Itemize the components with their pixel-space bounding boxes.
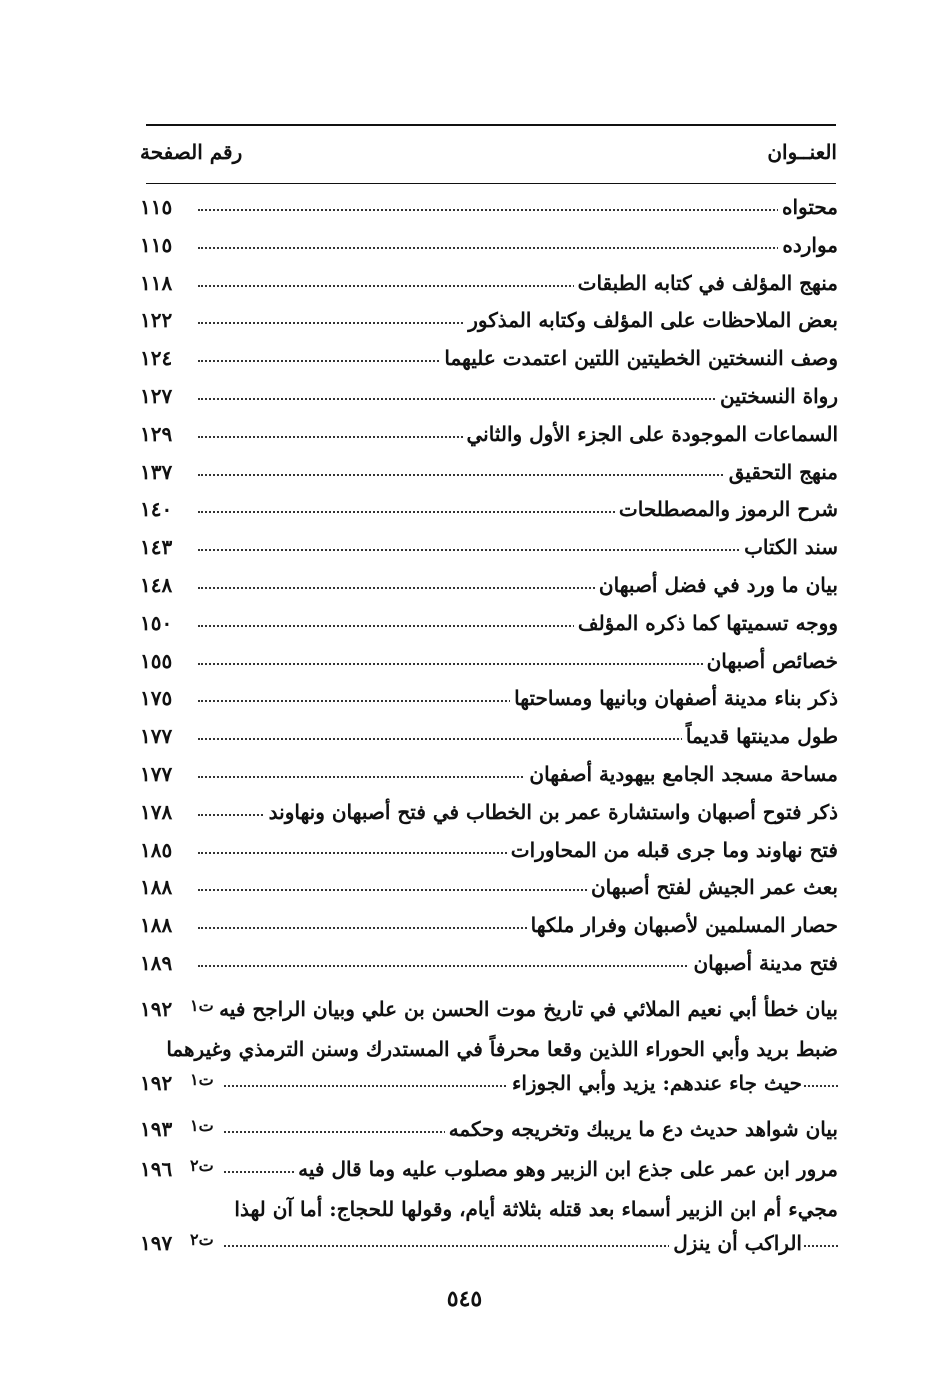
toc-entry-page: ١٧٥ (140, 686, 173, 711)
toc-entry (140, 343, 838, 377)
toc-entry-page: ١٧٧ (140, 724, 173, 749)
toc-entry-page: ١٩٧ (140, 1231, 173, 1255)
toc-entry (140, 532, 838, 566)
toc-entry-page: ١٩٢ (140, 997, 173, 1021)
toc-entry-title: سند الكتاب (740, 532, 838, 562)
toc-entry-title: بيان خطأ أبي نعيم الملائي في تاريخ موت الحسن بن علي وبيان الراجح فيه (215, 994, 838, 1024)
toc-entry (140, 759, 838, 793)
toc-entry (140, 872, 838, 906)
page-column-header: رقم الصفحة (140, 140, 243, 164)
toc-entry-page: ١١٥ (140, 195, 173, 219)
toc-entry-page: ١٨٨ (140, 875, 173, 900)
toc-entry-title: وصف النسختين الخطيتين اللتين اعتمدت عليهما (440, 343, 838, 373)
toc-entry-title: السماعات الموجودة على الجزء الأول والثاني (463, 419, 839, 449)
footnote-marker: ت١ (190, 996, 214, 1015)
toc-entry-page: ١٣٧ (140, 459, 173, 484)
toc-entry (140, 230, 838, 264)
toc-entry-title: ضبط بريد وأبي الحوراء اللذين وقعا محرفاً في المستدرك وسنن الترمذي وغيرهما (166, 1037, 838, 1061)
toc-entry (140, 381, 838, 415)
toc-entry (140, 305, 838, 339)
toc-entry-title: حصار المسلمين لأصبهان وفرار ملكها (527, 910, 838, 940)
toc-note-entry (140, 994, 838, 1028)
toc-entry-title: ذكر بناء مدينة أصفهان وبانيها ومساحتها (510, 683, 838, 713)
toc-entry-title: بعض الملاحظات على المؤلف وكتابه المذكور (464, 305, 838, 335)
toc-entry (140, 457, 838, 491)
toc-entry-title: فتح نهاوند وما جرى قبله من المحاورات (507, 835, 838, 865)
toc-entry (140, 608, 838, 642)
toc-entry-title: منهج المؤلف في كتابه الطبقات (574, 268, 838, 298)
toc-note-entry (140, 1114, 838, 1148)
toc-entry-continuation: الراكب أن ينزل (669, 1228, 802, 1258)
toc-entry-page: ١٨٥ (140, 837, 173, 862)
toc-entry-page: ١٨٩ (140, 951, 173, 975)
toc-note-entry (140, 1034, 838, 1102)
toc-entry (140, 646, 838, 680)
toc-entry-page: ١٧٨ (140, 799, 173, 824)
page-number: ٥٤٥ (446, 1286, 483, 1312)
toc-entry-title: رواة النسختين (716, 381, 838, 411)
dot-leader (198, 209, 838, 211)
toc-entry-title: بيان ما ورد في فضل أصبهان (595, 570, 838, 600)
toc-entry (140, 683, 838, 717)
toc-entry-page: ١٩٢ (140, 1071, 173, 1095)
toc-entry (140, 419, 838, 453)
toc-entry-title: طول مدينتها قديماً (682, 721, 838, 751)
toc-note-entry (140, 1194, 838, 1262)
toc-entry-page: ١٥٠ (140, 610, 173, 635)
toc-entry-title: مجيء أم ابن الزبير أسماء بعد قتله بثلاثة أيام، وقولها للحجاج: أما آن لهذا (234, 1197, 838, 1221)
toc-entry-page: ١٩٣ (140, 1117, 173, 1141)
toc-entry-title: مرور ابن عمر على جذع ابن الزبير وهو مصلوب عليه وما قال فيه (294, 1154, 838, 1184)
toc-entry-page: ١٢٧ (140, 384, 173, 408)
footnote-marker: ت١ (190, 1070, 214, 1089)
toc-entry-title: شرح الرموز والمصطلحات (615, 494, 838, 524)
toc-entry-title: بيان شواهد حديث دع ما يريبك وتخريجه وحكمه (445, 1114, 838, 1144)
toc-entry-title: خصائص أصبهان (703, 646, 838, 676)
toc-entry (140, 797, 838, 831)
toc-entry (140, 570, 838, 604)
toc-entry (140, 910, 838, 944)
toc-entry-title: موارده (778, 230, 838, 260)
toc-entry-title: فتح مدينة أصبهان (689, 948, 838, 978)
footnote-marker: ت١ (190, 1116, 214, 1135)
footnote-marker: ت٢ (190, 1156, 214, 1175)
top-rule (146, 124, 836, 126)
header-rule (146, 183, 836, 184)
toc-entry (140, 192, 838, 226)
toc-entry-title: منهج التحقيق (725, 457, 838, 487)
toc-entry-page: ١٤٠ (140, 497, 173, 522)
toc-entry-continuation: حيث جاء عندهم: يزيد وأبي الجوزاء (508, 1068, 802, 1098)
toc-entry-title: محتواه (778, 192, 838, 222)
toc-entry-page: ١٤٣ (140, 535, 173, 560)
toc-entry-page: ١٩٦ (140, 1157, 173, 1181)
footnote-marker: ت٢ (190, 1230, 214, 1249)
title-column-header: العنــوان (767, 140, 837, 164)
toc-entry-title: مساحة مسجد الجامع بيهودية أصفهان (525, 759, 838, 789)
toc-entry-page: ١٢٤ (140, 346, 173, 371)
toc-entry (140, 268, 838, 302)
toc-note-entry (140, 1154, 838, 1188)
toc-entry-page: ١١٨ (140, 270, 173, 295)
toc-entry (140, 835, 838, 869)
toc-entry-page: ١٢٩ (140, 421, 173, 446)
dot-leader (198, 247, 838, 249)
toc-entry-page: ١١٥ (140, 232, 173, 257)
toc-entry-title: ووجه تسميتها كما ذكره المؤلف (574, 608, 838, 638)
toc-entry-page: ١٢٢ (140, 308, 173, 333)
toc-entry (140, 494, 838, 528)
toc-entry-page: ١٧٧ (140, 762, 173, 786)
toc-entry-page: ١٤٨ (140, 573, 173, 597)
toc-entry-page: ١٥٥ (140, 648, 173, 673)
toc-entry-title: بعث عمر الجيش لفتح أصبهان (587, 872, 838, 902)
toc-entry-page: ١٨٨ (140, 913, 173, 938)
toc-entry-title: ذكر فتوح أصبهان واستشارة عمر بن الخطاب في فتح أصبهان ونهاوند (265, 797, 838, 827)
toc-entry (140, 721, 838, 755)
toc-entry (140, 948, 838, 982)
